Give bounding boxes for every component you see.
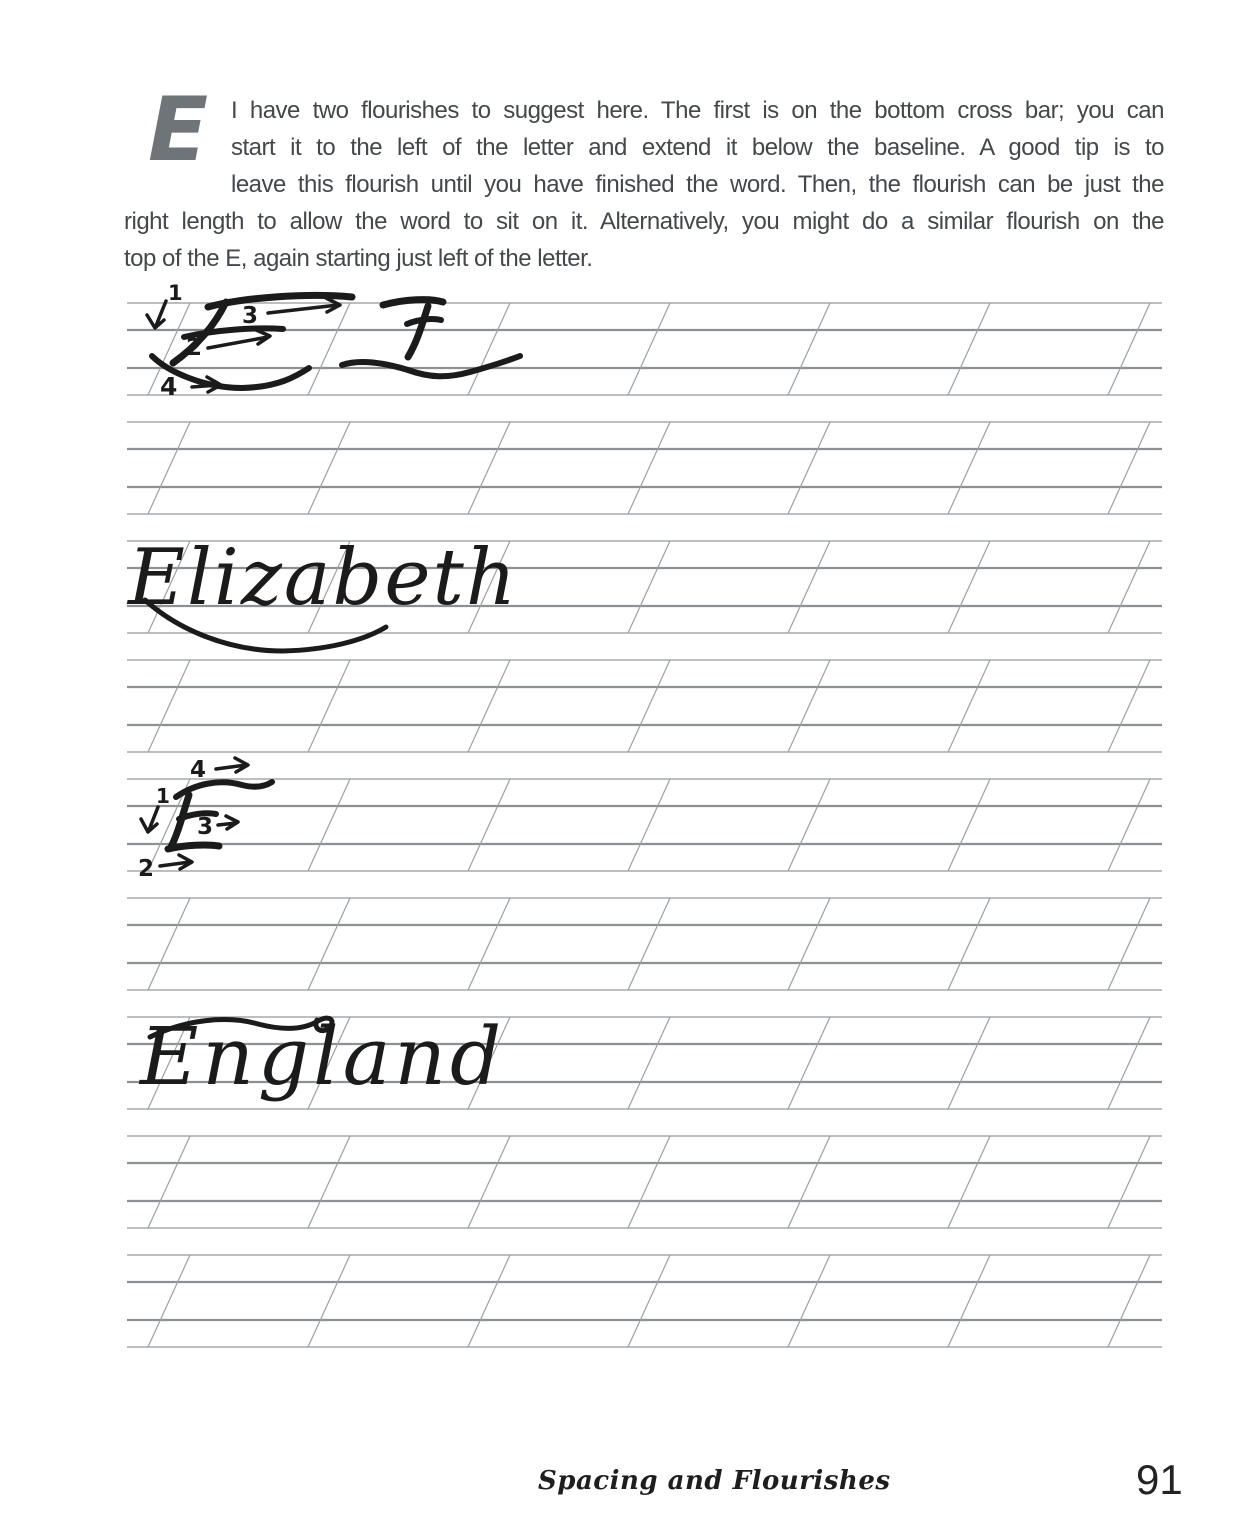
slant-guideline	[628, 1255, 670, 1347]
slant-guideline	[948, 422, 990, 514]
arrow-down-icon	[147, 301, 166, 328]
slant-guideline	[788, 422, 830, 514]
letter-stroke-stem	[408, 306, 428, 357]
slant-guideline	[468, 660, 510, 752]
slant-guideline	[788, 303, 830, 395]
slant-guideline	[628, 779, 670, 871]
intro-line-2: start it to the left of the letter and extend it below the baseline. A good tip is to	[231, 134, 1164, 161]
slant-guideline	[948, 1136, 990, 1228]
footer-page-number: 91	[1136, 1456, 1183, 1503]
slant-guideline	[628, 422, 670, 514]
letter-stroke-bottom-bar	[168, 845, 219, 849]
guidelines-layer	[127, 303, 1162, 1347]
stroke-number-label: 4	[190, 757, 207, 783]
slant-guideline	[628, 660, 670, 752]
example-bottom-flourish-group	[147, 281, 352, 401]
stroke-number-label: 1	[168, 281, 183, 305]
stroke-number-label: 3	[197, 814, 214, 840]
slant-guideline	[1108, 898, 1150, 990]
letter-stroke-top-bar	[383, 300, 443, 305]
slant-guideline	[788, 898, 830, 990]
slant-guideline	[788, 1255, 830, 1347]
intro-line-3: leave this flourish until you have finished the word. Then, the flourish can be just the	[231, 171, 1164, 198]
stroke-number-label: 1	[156, 784, 170, 808]
word-england-text: England	[140, 1010, 506, 1103]
slant-guideline	[788, 779, 830, 871]
slant-guideline	[308, 898, 350, 990]
slant-guideline	[788, 1017, 830, 1109]
slant-guideline	[1108, 1136, 1150, 1228]
word-elizabeth-text: Elizabeth	[128, 533, 519, 623]
slant-guideline	[948, 1017, 990, 1109]
guideline-row-6	[127, 898, 1162, 990]
slant-guideline	[1108, 303, 1150, 395]
slant-guideline	[1108, 422, 1150, 514]
arrow-right-icon	[160, 855, 192, 869]
stroke-number-label: 2	[186, 335, 203, 361]
slant-guideline	[628, 303, 670, 395]
slant-guideline	[628, 1136, 670, 1228]
slant-guideline	[468, 779, 510, 871]
slant-guideline	[308, 303, 350, 395]
guideline-row-4	[127, 660, 1162, 752]
slant-guideline	[628, 1017, 670, 1109]
slant-guideline	[788, 1136, 830, 1228]
slant-guideline	[468, 1136, 510, 1228]
arrow-right-icon	[218, 816, 238, 829]
slant-guideline	[948, 660, 990, 752]
slant-guideline	[948, 1255, 990, 1347]
footer-section-title: Spacing and Flourishes	[538, 1466, 891, 1496]
stroke-number-label: 4	[160, 372, 178, 401]
slant-guideline	[308, 779, 350, 871]
slant-guideline	[308, 660, 350, 752]
slant-guideline	[148, 422, 190, 514]
guideline-row-5	[127, 779, 1162, 871]
slant-guideline	[468, 1255, 510, 1347]
slant-guideline	[1108, 660, 1150, 752]
slant-guideline	[1108, 1017, 1150, 1109]
slant-guideline	[308, 1136, 350, 1228]
arrow-right-icon	[216, 758, 248, 772]
slant-guideline	[948, 303, 990, 395]
slant-guideline	[148, 660, 190, 752]
arrow-down-icon	[141, 807, 158, 832]
example-top-flourish-group	[138, 757, 272, 882]
guideline-row-9	[127, 1255, 1162, 1347]
slant-guideline	[628, 541, 670, 633]
slant-guideline	[1108, 541, 1150, 633]
intro-line-1: I have two flourishes to suggest here. The first is on the bottom cross bar; you can	[231, 97, 1164, 124]
slant-guideline	[788, 660, 830, 752]
slant-guideline	[308, 1255, 350, 1347]
slant-guideline	[948, 541, 990, 633]
slant-guideline	[468, 422, 510, 514]
arrow-right-icon	[268, 298, 340, 313]
slant-guideline	[1108, 1255, 1150, 1347]
slant-guideline	[948, 779, 990, 871]
slant-guideline	[148, 898, 190, 990]
slant-guideline	[148, 1136, 190, 1228]
stroke-number-label: 2	[138, 856, 155, 882]
slant-guideline	[468, 898, 510, 990]
drop-cap-letter: E	[148, 78, 209, 181]
sample-letter-group	[342, 300, 520, 377]
letter-stroke-bottom-flourish	[342, 356, 520, 376]
slant-guideline	[948, 898, 990, 990]
intro-line-4: right length to allow the word to sit on it. Alternatively, you might do a similar flourish on the	[124, 208, 1164, 235]
slant-guideline	[148, 1255, 190, 1347]
slant-guideline	[628, 898, 670, 990]
intro-line-5: top of the E, again starting just left of the letter.	[124, 245, 593, 272]
slant-guideline	[1108, 779, 1150, 871]
slant-guideline	[308, 422, 350, 514]
guideline-row-2	[127, 422, 1162, 514]
stroke-number-label: 3	[242, 303, 259, 329]
slant-guideline	[788, 541, 830, 633]
slant-guideline	[468, 303, 510, 395]
guideline-row-8	[127, 1136, 1162, 1228]
